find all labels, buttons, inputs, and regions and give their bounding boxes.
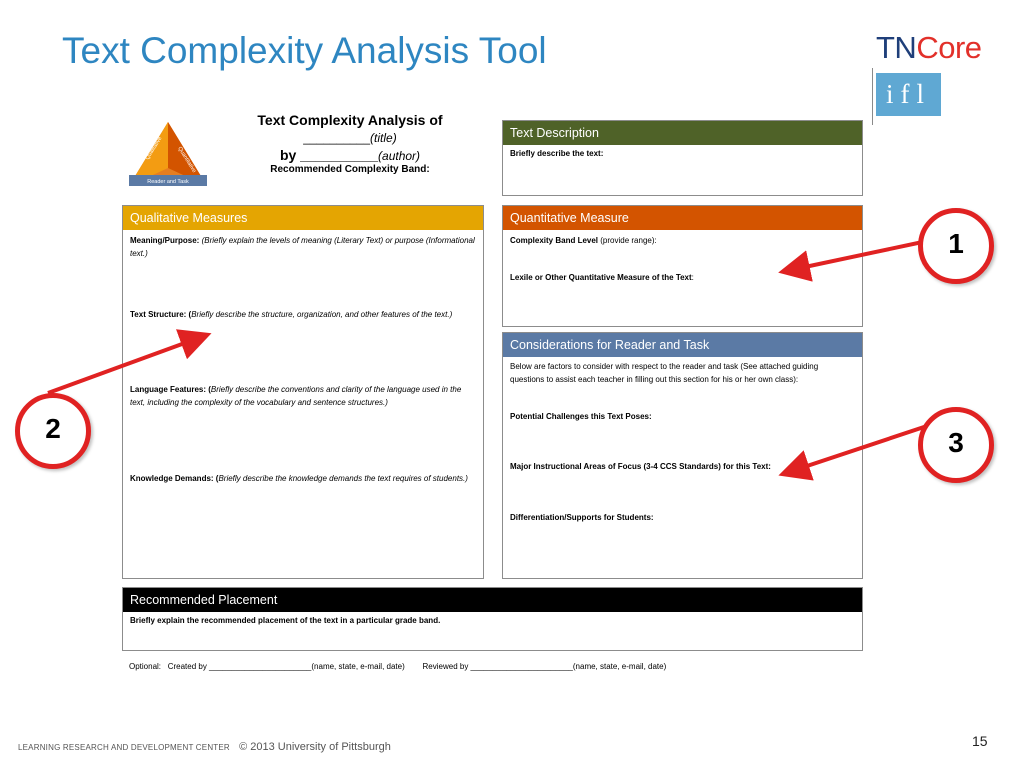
footer-copyright: © 2013 University of Pittsburgh xyxy=(239,741,391,753)
differentiation-item: Differentiation/Supports for Students: xyxy=(510,513,654,522)
reader-task-header: Considerations for Reader and Task xyxy=(503,333,862,357)
callout-3-arrow xyxy=(786,424,933,473)
placement-prompt: Briefly explain the recommended placement of the text in a particular grade band. xyxy=(130,616,441,625)
text-structure-item: Text Structure: (Briefly describe the structure, organization, and other features of the text.) xyxy=(130,310,453,319)
page-number: 15 xyxy=(972,733,988,749)
callout-2: 2 xyxy=(15,393,91,469)
ifl-logo: ifl xyxy=(876,73,941,116)
title-line: __________(title) xyxy=(303,131,397,145)
slide-title: Text Complexity Analysis Tool xyxy=(62,30,547,71)
callout-1-arrow xyxy=(786,240,932,271)
optional-credits-line: Optional: Created by _______________________(name, state, e-mail, date) Reviewed by _______________________(name, state, e-mail, date) xyxy=(129,662,667,671)
complexity-band-label: Recommended Complexity Band: xyxy=(270,164,430,175)
reader-task-intro: Below are factors to consider with respect to the reader and task (See attached guiding questions to assist each teacher in filling out this section for his or her own class): xyxy=(510,362,819,384)
qualitative-header: Qualitative Measures xyxy=(123,206,483,230)
text-description-prompt: Briefly describe the text: xyxy=(510,149,604,158)
tncore-logo: TNCore xyxy=(876,30,982,65)
author-line: by __________(author) xyxy=(279,147,421,163)
footer xyxy=(18,741,391,753)
footer-center-name: LEARNING RESEARCH AND DEVELOPMENT CENTER xyxy=(18,743,230,752)
text-description-header: Text Description xyxy=(503,121,862,145)
triangle-right-label: Quantitative xyxy=(176,145,197,174)
lexile-measure-item: Lexile or Other Quantitative Measure of the Text: xyxy=(510,273,694,282)
quantitative-header: Quantitative Measure xyxy=(503,206,862,230)
instructional-focus-item: Major Instructional Areas of Focus (3-4 CCS Standards) for this Text: xyxy=(510,462,771,471)
triangle-bottom-label: Reader and Task xyxy=(147,179,189,185)
meaning-purpose-item: Meaning/Purpose: (Briefly explain the levels of meaning (Literary Text) or purpose (Informational text.) xyxy=(130,236,475,258)
callout-1: 1 xyxy=(918,208,994,284)
callout-3: 3 xyxy=(918,407,994,483)
language-features-item: Language Features: (Briefly describe the conventions and clarity of the language used in the text, including the complexity of the vocabulary and sentence structures.) xyxy=(130,385,462,407)
potential-challenges-item: Potential Challenges this Text Poses: xyxy=(510,412,652,421)
analysis-heading: Text Complexity Analysis of xyxy=(257,112,443,128)
triangle-left-label: Qualitative xyxy=(144,135,164,162)
callout-2-arrow xyxy=(48,336,204,393)
placement-header: Recommended Placement xyxy=(123,588,862,612)
knowledge-demands-item: Knowledge Demands: (Briefly describe the knowledge demands the text requires of students.) xyxy=(130,474,468,483)
complexity-band-level-item: Complexity Band Level (provide range): xyxy=(510,236,657,245)
